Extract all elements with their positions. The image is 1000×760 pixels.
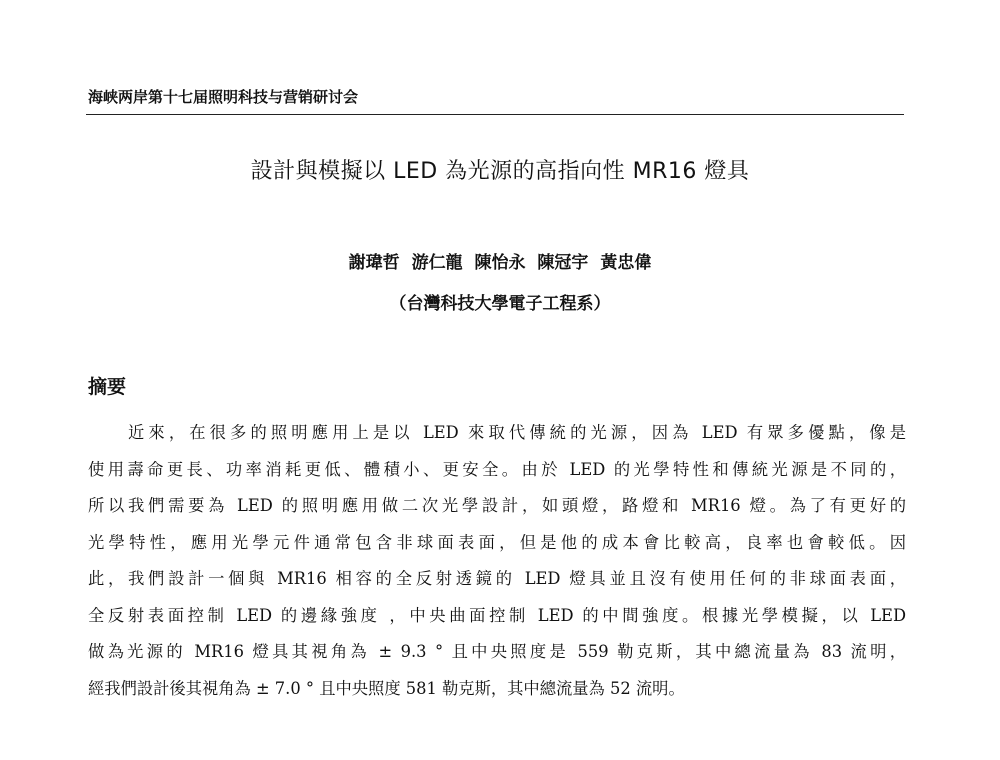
author-name: 陳冠宇: [537, 253, 589, 273]
affiliation: （台灣科技大學電子工程系）: [389, 294, 611, 314]
author-name: 游仁龍: [411, 253, 463, 273]
abstract-line: 經我們設計後其視角為 ± 7.0 ° 且中央照度 581 勒克斯，其中總流量為 52 流明。: [88, 678, 685, 698]
abstract-line: 近來，在很多的照明應用上是以 LED 來取代傳統的光源，因為 LED 有眾多優點，像是: [128, 423, 906, 442]
abstract-line: 此，我們設計一個與 MR16 相容的全反射透鏡的 LED 燈具並且沒有使用任何的非球面表面，: [88, 569, 906, 588]
header-rule: [86, 114, 904, 115]
running-header: 海峡两岸第十七届照明科技与营销研讨会: [88, 88, 359, 106]
abstract-body: [88, 415, 906, 707]
author-list: [0, 248, 1000, 273]
abstract-line: 所以我們需要為 LED 的照明應用做二次光學設計，如頭燈，路燈和 MR16 燈。為了有更好的: [88, 496, 906, 515]
abstract-heading: 摘要: [88, 376, 127, 398]
author-name: 陳怡永: [474, 253, 526, 273]
author-name: 謝瑋哲: [348, 253, 400, 273]
paper-title: 設計與模擬以 LED 為光源的高指向性 MR16 燈具: [250, 159, 750, 184]
abstract-line: 全反射表面控制 LED 的邊緣強度 ，中央曲面控制 LED 的中間強度。根據光學模擬，以 LED: [88, 605, 906, 625]
author-name: 黃忠偉: [600, 253, 652, 273]
abstract-line: 光學特性，應用光學元件通常包含非球面表面，但是他的成本會比較高，良率也會較低。因: [88, 532, 906, 552]
abstract-line: 使用壽命更長、功率消耗更低、體積小、更安全。由於 LED 的光學特性和傳統光源是不同的，: [88, 459, 906, 479]
abstract-line: 做為光源的 MR16 燈具其視角為 ± 9.3 ° 且中央照度是 559 勒克斯，其中總流量為 83 流明，: [88, 642, 906, 661]
